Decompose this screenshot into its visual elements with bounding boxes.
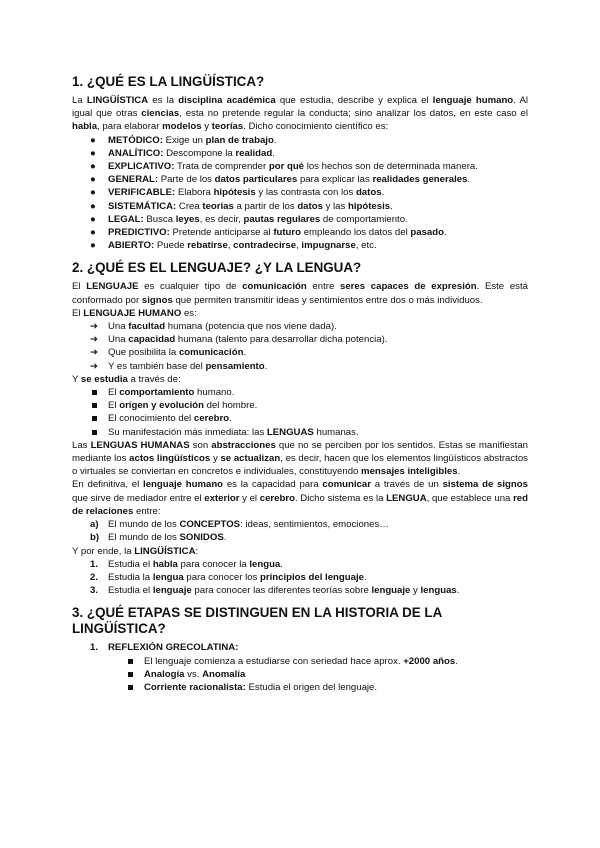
list-item: 2. Estudia la lengua para conocer los principios del lenguaje. [90, 571, 367, 583]
stage-sublist [72, 655, 528, 695]
list-item: ➔ Una facultad humana (potencia que nos viene dada). [90, 321, 337, 333]
section-2-title: 2. ¿QUÉ ES EL LENGUAJE? ¿Y LA LENGUA? [72, 260, 362, 276]
list-item: ● VERIFICABLE: Elabora hipótesis y las contrasta con los datos. [90, 187, 385, 199]
section-1-list [72, 134, 528, 253]
section-2-p3: Y se estudia a través de: [72, 373, 181, 385]
list-item: El conocimiento del cerebro. [72, 412, 528, 425]
list-item: ● EXPLICATIVO: Trata de comprender por qué los hechos son de determinada manera. [90, 161, 478, 173]
stage-list [72, 641, 528, 654]
section-2-p6: Y por ende, la LINGÜÍSTICA: [72, 545, 199, 557]
stage-heading: 1. REFLEXIÓN GRECOLATINA: [90, 642, 239, 654]
square-list [72, 386, 528, 439]
list-item: 3. Estudia el lenguaje para conocer las diferentes teorías sobre lenguaje y lenguas. [90, 585, 460, 597]
list-item: ● ANALÍTICO: Descompone la realidad. [90, 147, 275, 159]
list-item: El comportamiento humano. [72, 386, 528, 399]
section-3-title: 3. ¿QUÉ ETAPAS SE DISTINGUEN EN LA HISTORIA DE LA LINGÜÍSTICA? [72, 605, 442, 637]
list-item: ● SISTEMÁTICA: Crea teorías a partir de los datos y las hipótesis. [90, 200, 393, 212]
list-item: Su manifestación más inmediata: las LENGUAS humanas. [72, 426, 528, 439]
list-item: ● ABIERTO: Puede rebatirse, contradecirse, impugnarse, etc. [90, 240, 377, 252]
list-item: b) El mundo de los SONIDOS. [90, 532, 227, 544]
list-item: ➔ Una capacidad humana (talento para desarrollar dicha potencia). [90, 334, 388, 346]
list-item: a) El mundo de los CONCEPTOS: ideas, sentimientos, emociones… [90, 519, 389, 531]
list-item: ➔ Y es también base del pensamiento. [90, 360, 268, 372]
list-item: ● METÓDICO: Exige un plan de trabajo. [90, 134, 277, 146]
section-2-p2: El LENGUAJE HUMANO es: [72, 307, 197, 319]
list-item: ● PREDICTIVO: Pretende anticiparse al futuro empleando los datos del pasado. [90, 227, 447, 239]
section-2-p1: El LENGUAJE es cualquier tipo de comunicación entre seres capaces de expresión. Este está conformado por signos que permiten transmitir ideas y sentimientos entre dos o más individuos. [72, 281, 528, 306]
list-item: Corriente racionalista: Estudia el origen del lenguaje. [72, 681, 528, 694]
section-1-title: 1. ¿QUÉ ES LA LINGÜÍSTICA? [72, 74, 265, 89]
arrow-list [72, 320, 528, 373]
list-item: Analogía vs. Anomalía [72, 668, 528, 681]
list-item: El origen y evolución del hombre. [72, 399, 528, 412]
section-1-intro: La LINGÜÍSTICA es la disciplina académica que estudia, describe y explica el lenguaje humano. Al igual que otras ciencias, esta no pretende regular la conducta; sino analizar los datos, en este caso el habla, para elaborar modelos y teorías. Dicho conocimiento científico es: [72, 95, 528, 133]
list-item: 1. Estudia el habla para conocer la lengua. [90, 558, 283, 570]
list-item: ● GENERAL: Parte de los datos particulares para explicar las realidades generales. [90, 174, 471, 186]
section-2-p5: En definitiva, el lenguaje humano es la capacidad para comunicar a través de un sistema de signos que sirve de mediador entre el exterior y el cerebro. Dicho sistema es la LENGUA, que establece una red de relaciones entre: [72, 479, 528, 517]
letter-list [72, 518, 528, 544]
list-item: ➔ Que posibilita la comunicación. [90, 347, 247, 359]
numbered-list [72, 558, 528, 598]
section-2-p4: Las LENGUAS HUMANAS son abstracciones que no se perciben por los sentidos. Estas se manifiestan mediante los actos lingüísticos y se actualizan, es decir, hacen que los elementos lingüísticos abstractos o virtuales se conviertan en concretos e individuales, constituyendo mensajes inteligibles. [72, 439, 528, 478]
list-item: ● LEGAL: Busca leyes, es decir, pautas regulares de comportamiento. [90, 213, 408, 225]
list-item: El lenguaje comienza a estudiarse con seriedad hace aprox. +2000 años. [72, 655, 528, 668]
